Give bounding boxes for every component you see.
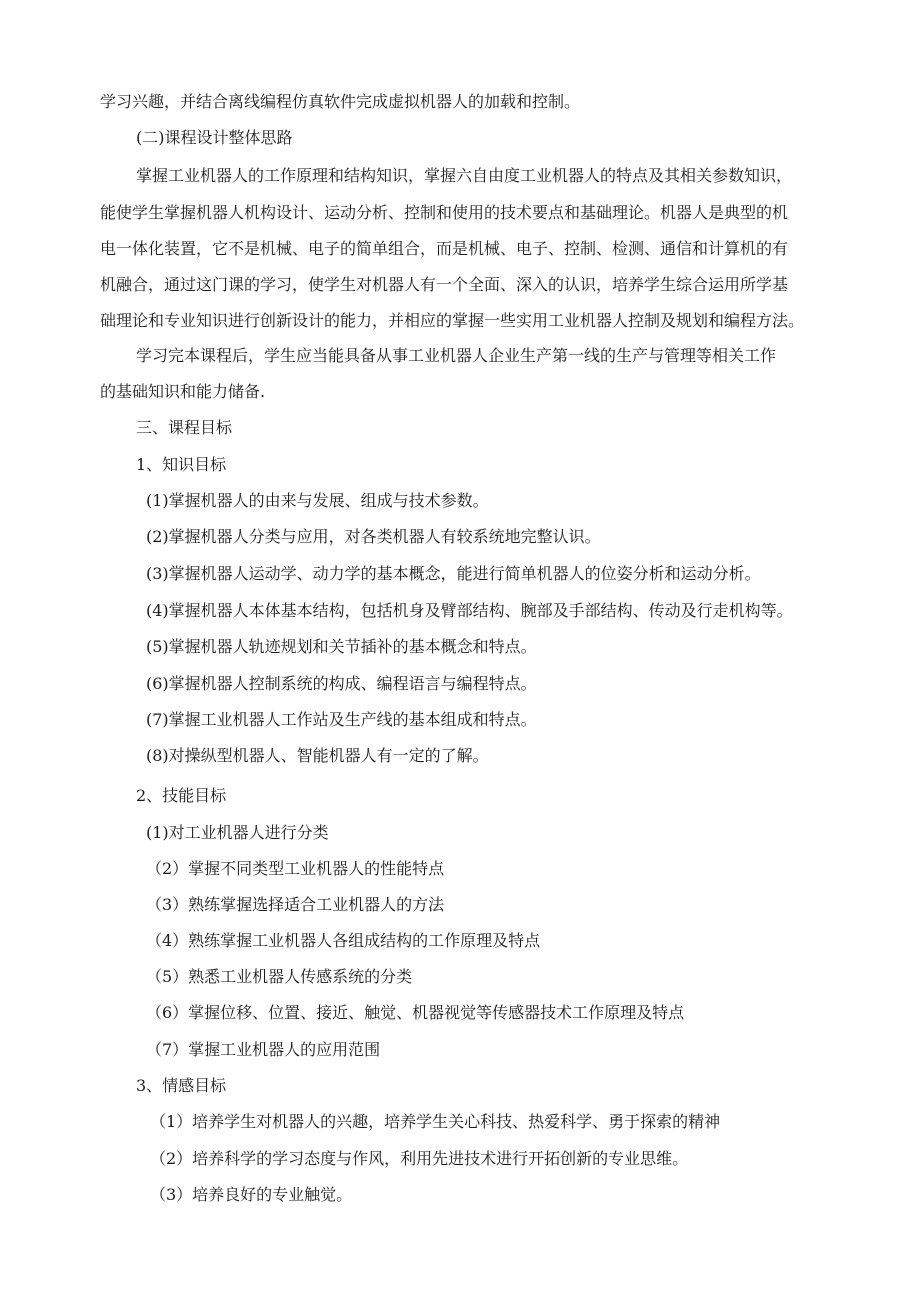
list-item: （7）掌握工业机器人的应用范围 [146, 1040, 381, 1059]
paragraph-line: 学习完本课程后，学生应当能具备从事工业机器人企业生产第一线的生产与管理等相关工作 [136, 346, 777, 365]
list-item: (4)掌握机器人本体基本结构，包括机身及臂部结构、腕部及手部结构、传动及行走机构等。 [146, 601, 793, 620]
subheading-affective-objectives: 3、情感目标 [136, 1076, 227, 1095]
list-item: (2)掌握机器人分类与应用，对各类机器人有较系统地完整认识。 [146, 527, 601, 546]
section-heading-course-objectives: 三、课程目标 [136, 418, 233, 437]
paragraph-line: 础理论和专业知识进行创新设计的能力，并相应的掌握一些实用工业机器人控制及规划和编程方法。 [100, 311, 805, 330]
list-item: (3)掌握机器人运动学、动力学的基本概念，能进行简单机器人的位姿分析和运动分析。 [146, 564, 761, 583]
paragraph-line: 机融合，通过这门课的学习，使学生对机器人有一个全面、深入的认识，培养学生综合运用所学基 [100, 275, 789, 294]
list-item: （3）熟练掌握选择适合工业机器人的方法 [146, 895, 445, 914]
list-item: （5）熟悉工业机器人传感系统的分类 [146, 967, 413, 986]
list-item: （1）培养学生对机器人的兴趣，培养学生关心科技、热爱科学、勇于探索的精神 [150, 1112, 721, 1131]
list-item: （4）熟练掌握工业机器人各组成结构的工作原理及特点 [146, 931, 541, 950]
paragraph-line: 掌握工业机器人的工作原理和结构知识，掌握六自由度工业机器人的特点及其相关参数知识， [136, 166, 793, 185]
list-item: (8)对操纵型机器人、智能机器人有一定的了解。 [146, 746, 489, 765]
subheading-knowledge-objectives: 1、知识目标 [136, 455, 227, 474]
paragraph-line: 电一体化装置，它不是机械、电子的简单组合，而是机械、电子、控制、检测、通信和计算机的有 [100, 239, 789, 258]
list-item: （2）培养科学的学习态度与作风，利用先进技术进行开拓创新的专业思维。 [150, 1149, 689, 1168]
paragraph-line: 能使学生掌握机器人机构设计、运动分析、控制和使用的技术要点和基础理论。机器人是典型的机 [100, 203, 789, 222]
paragraph-line: 的基础知识和能力储备. [100, 382, 266, 401]
list-item: (1)对工业机器人进行分类 [146, 823, 329, 842]
section-heading-design-approach: (二)课程设计整体思路 [136, 128, 293, 147]
list-item: (5)掌握机器人轨迹规划和关节插补的基本概念和特点。 [146, 637, 537, 656]
subheading-skill-objectives: 2、技能目标 [136, 786, 227, 805]
list-item: (1)掌握机器人的由来与发展、组成与技术参数。 [146, 491, 489, 510]
list-item: （3）培养良好的专业触觉。 [150, 1185, 353, 1204]
list-item: (7)掌握工业机器人工作站及生产线的基本组成和特点。 [146, 710, 537, 729]
intro-paragraph-tail: 学习兴趣，并结合离线编程仿真软件完成虚拟机器人的加载和控制。 [100, 92, 581, 111]
list-item: （2）掌握不同类型工业机器人的性能特点 [146, 859, 445, 878]
list-item: （6）掌握位移、位置、接近、触觉、机器视觉等传感器技术工作原理及特点 [146, 1003, 685, 1022]
list-item: (6)掌握机器人控制系统的构成、编程语言与编程特点。 [146, 674, 537, 693]
